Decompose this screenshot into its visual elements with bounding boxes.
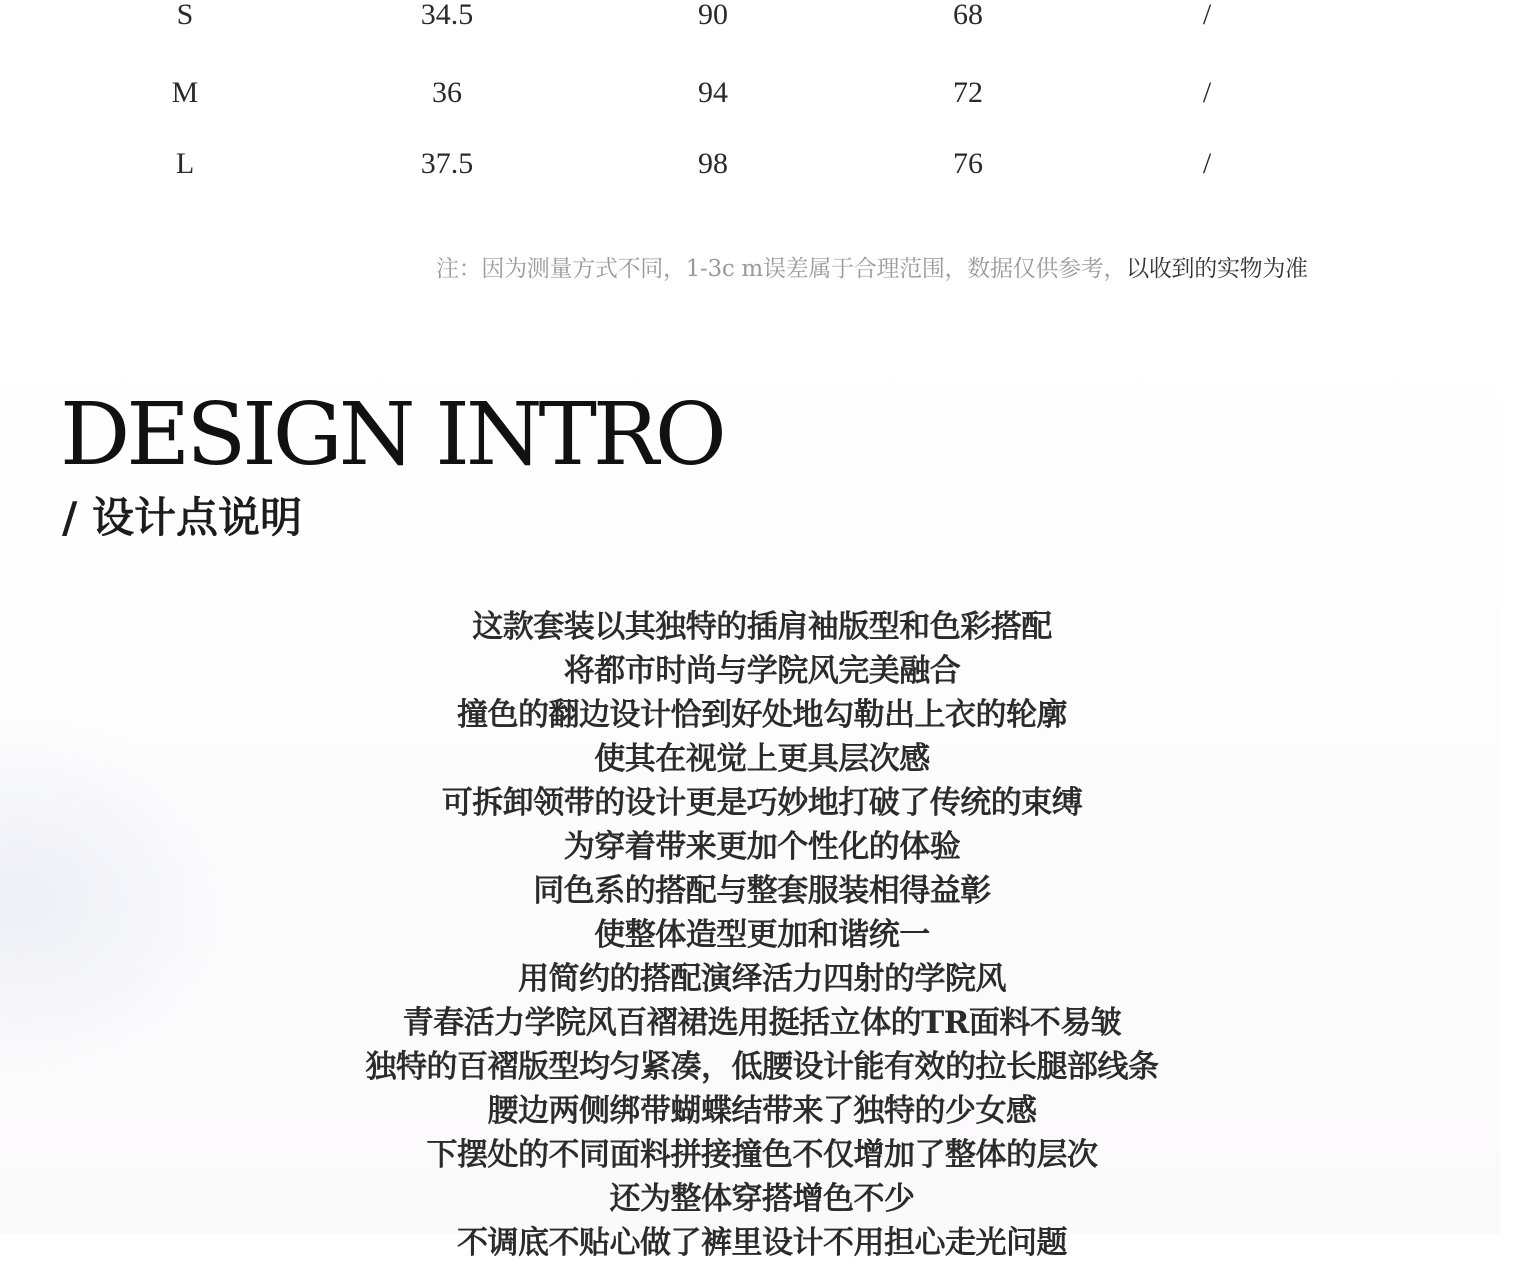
size-value: 68 [953,0,983,31]
description-line: 同色系的搭配与整套服装相得益彰 [533,873,991,909]
size-row-s [0,0,1500,35]
size-value: / [1202,0,1212,31]
size-table [0,0,1500,200]
description-line: 这款套装以其独特的插肩袖版型和色彩搭配 [472,609,1052,645]
size-value: 34.5 [420,0,474,31]
design-intro-subtitle: / 设计点说明 [62,493,302,542]
measurement-note [436,252,1308,286]
measurement-note-emphasis: 以收到的实物为准 [1126,256,1308,282]
description-line: 为穿着带来更加个性化的体验 [563,829,961,865]
size-label: L [175,147,195,180]
description-line: 撞色的翻边设计恰到好处地勾勒出上衣的轮廓 [457,697,1067,733]
size-value: 76 [953,147,983,180]
description-line: 不调底不贴心做了裤里设计不用担心走光问题 [457,1225,1067,1261]
size-value: / [1202,147,1212,180]
description-line: 使整体造型更加和谐统一 [594,917,930,953]
description-line: 独特的百褶版型均匀紧凑，低腰设计能有效的拉长腿部线条 [365,1049,1159,1085]
size-value: 94 [698,76,728,109]
size-value: 36 [432,76,462,109]
size-value: 90 [698,0,728,31]
measurement-note-text: 注：因为测量方式不同，1-3c m误差属于合理范围，数据仅供参考， [436,256,1127,282]
size-label: S [176,0,194,31]
description-line: 还为整体穿搭增色不少 [609,1181,915,1217]
size-value: 37.5 [420,147,474,180]
description-line: 青春活力学院风百褶裙选用挺括立体的TR面料不易皱 [402,1005,1122,1041]
design-intro-title: DESIGN INTRO [60,385,723,485]
size-row-l [0,144,1500,184]
size-value: 98 [698,147,728,180]
description-line: 下摆处的不同面料拼接撞色不仅增加了整体的层次 [426,1137,1098,1173]
size-value: / [1202,76,1212,109]
size-label: M [171,76,199,109]
description-line: 可拆卸领带的设计更是巧妙地打破了传统的束缚 [441,785,1083,821]
design-description [0,605,1524,1265]
description-line: 用简约的搭配演绎活力四射的学院风 [518,961,1006,997]
description-line: 使其在视觉上更具层次感 [594,741,930,777]
description-line: 腰边两侧绑带蝴蝶结带来了独特的少女感 [487,1093,1037,1129]
size-row-m [0,73,1500,113]
size-value: 72 [953,76,983,109]
description-line: 将都市时尚与学院风完美融合 [563,653,961,689]
